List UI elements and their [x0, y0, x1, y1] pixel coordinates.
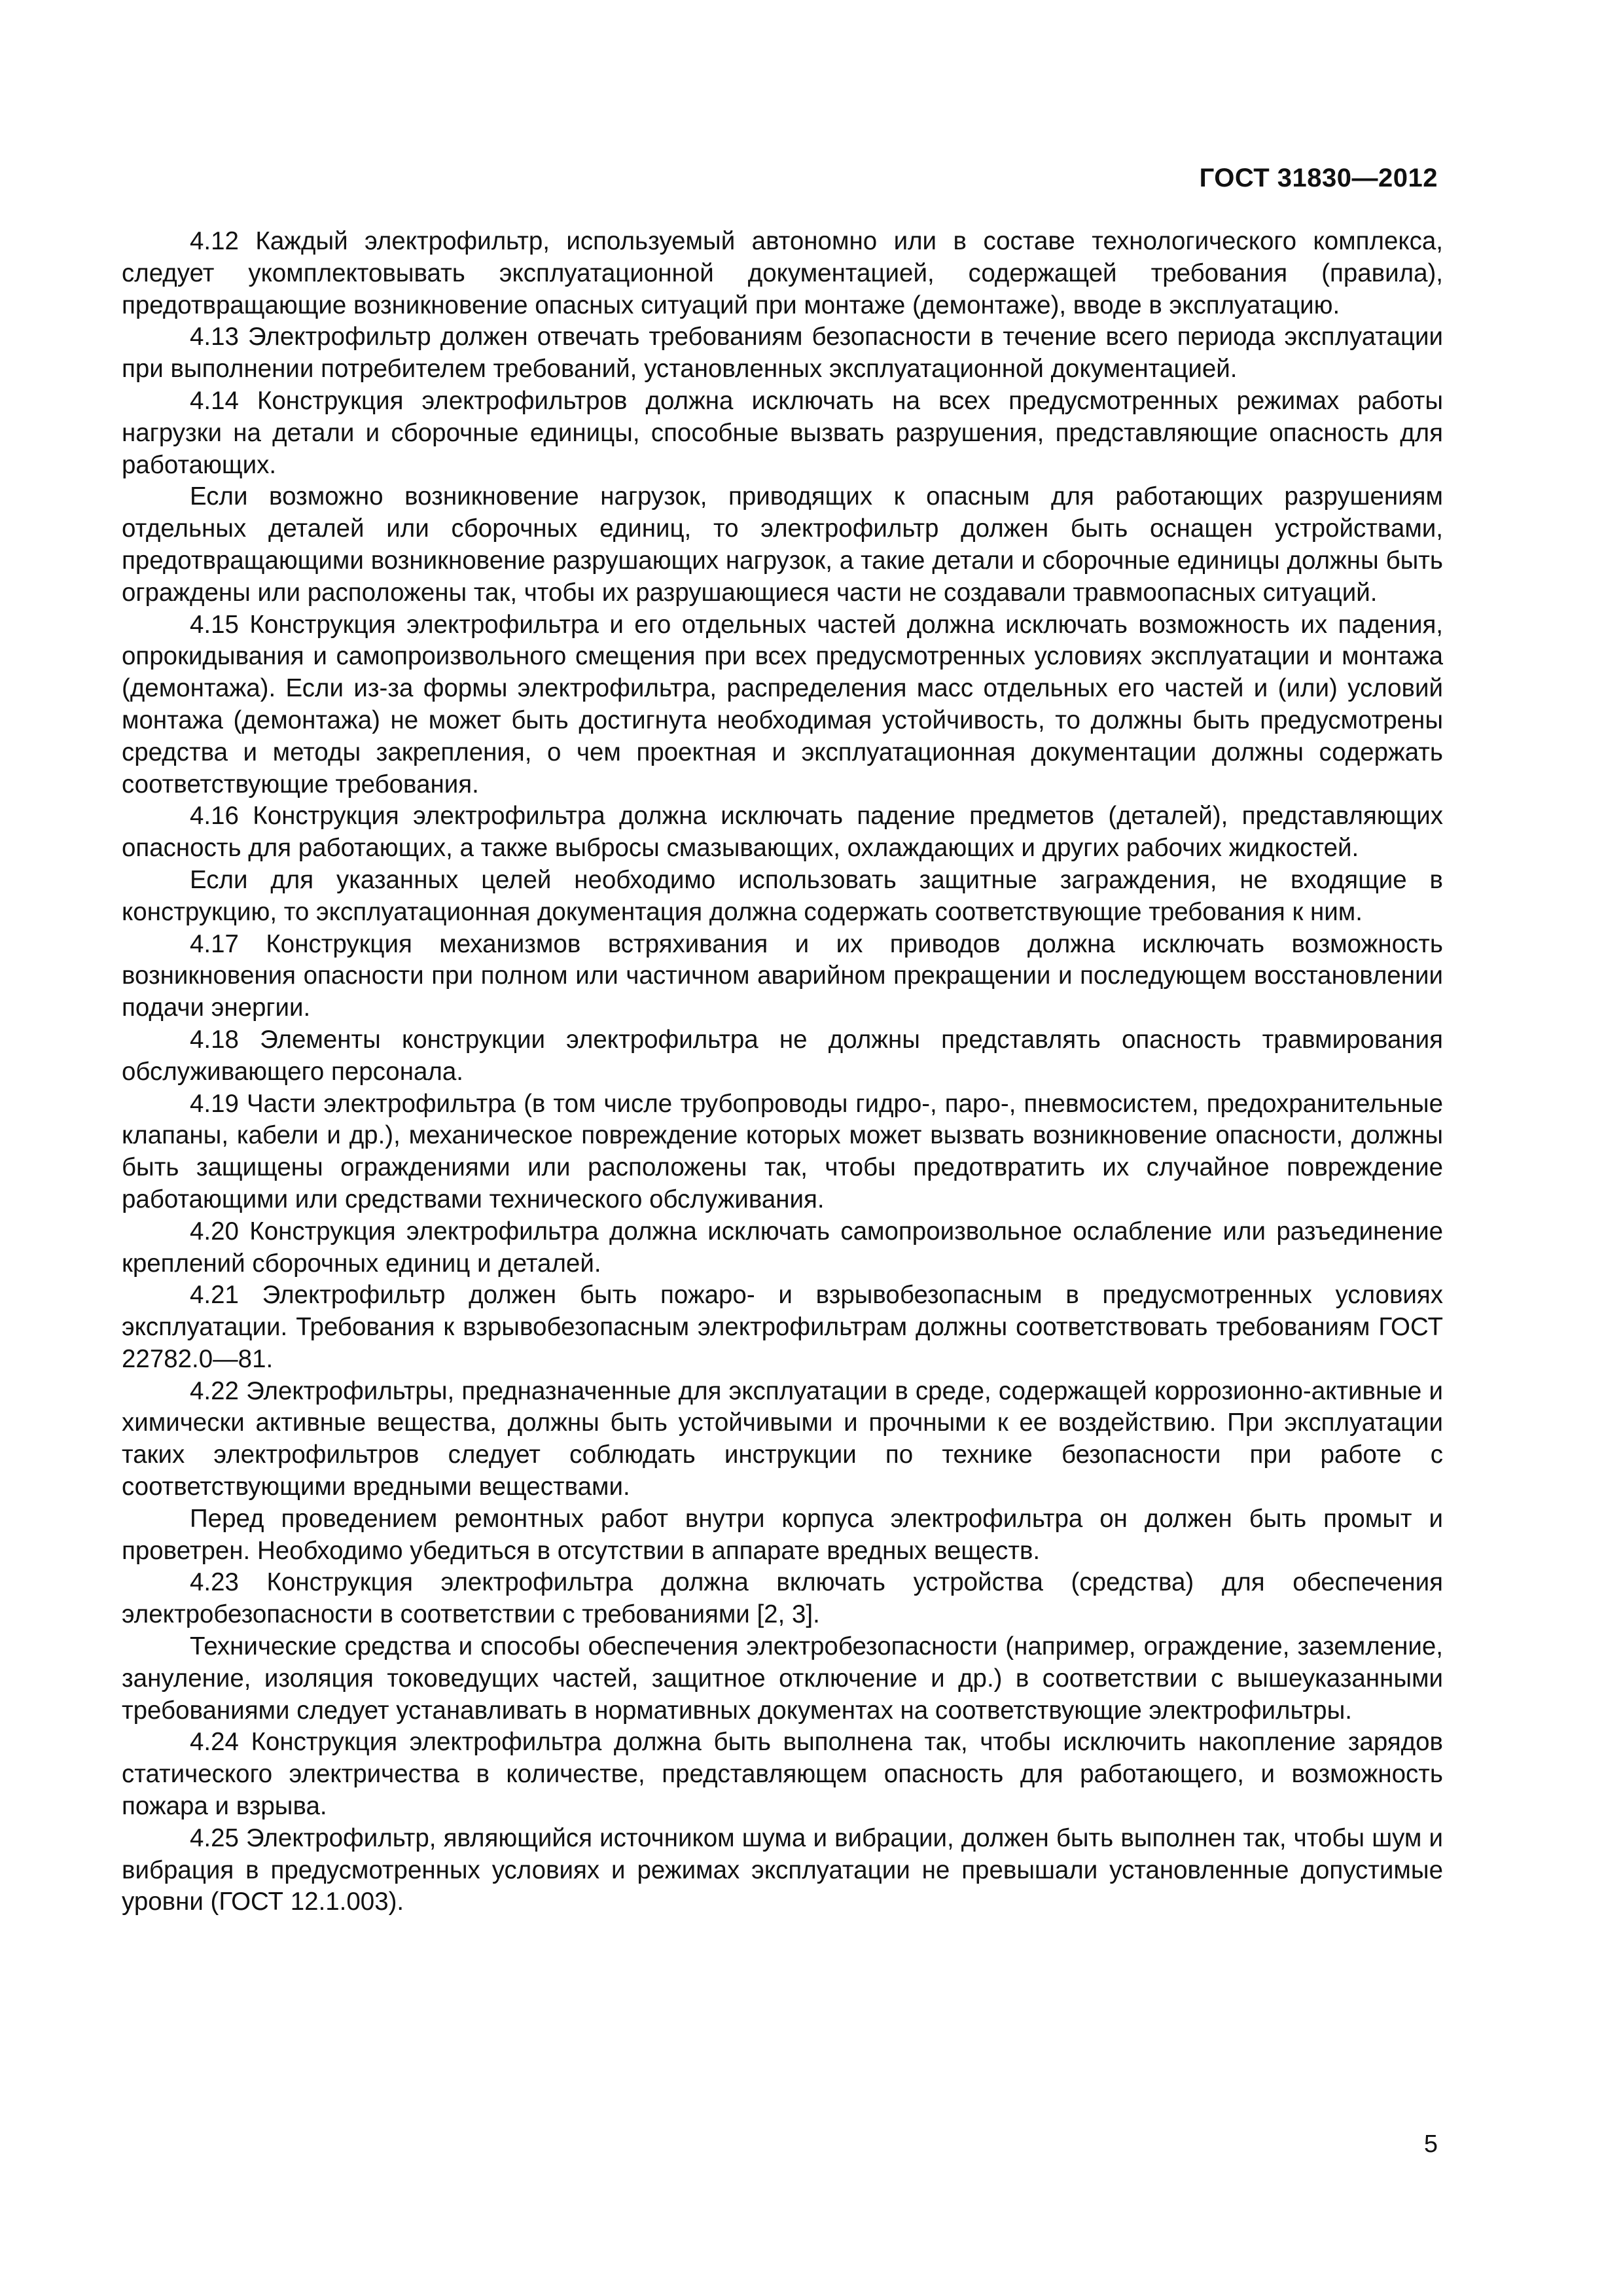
paragraph-4-16: 4.16 Конструкция электрофильтра должна исключать падение предметов (деталей), представляющих опасность для работающих, а также выбросы смазывающих, охлаждающих и других рабочих жидкостей. — [122, 802, 1443, 863]
paragraph-4-17: 4.17 Конструкция механизмов встряхивания и их приводов должна исключать возможность возникновения опасности при полном или частичном аварийном прекращении и последующем восстановлении подачи энергии. — [122, 929, 1443, 1022]
paragraph-4-15: 4.15 Конструкция электрофильтра и его отдельных частей должна исключать возможность их падения, опрокидывания и самопроизвольного смещения при всех предусмотренных условиях эксплуатации и монтажа (демонтажа). Если из-за формы электрофильтра, распределения масс отдельных его частей и (или) условий монтажа (демонтажа) не может быть достигнута необходимая устойчивость, то должны быть предусмотрены средства и методы закрепления, о чем проектная и эксплуатационная документации должны содержать соответствующие требования. — [122, 610, 1443, 798]
paragraph-4-24: 4.24 Конструкция электрофильтра должна быть выполнена так, чтобы исключить накопление зарядов статического электричества в количестве, представляющем опасность для работающего, и возможность пожара и взрыва. — [122, 1728, 1443, 1821]
paragraph-4-14: 4.14 Конструкция электрофильтров должна исключать на всех предусмотренных режимах работы нагрузки на детали и сборочные единицы, способные вызвать разрушения, представляющие опасность для работающих. — [122, 386, 1443, 479]
paragraph-4-22-note: Перед проведением ремонтных работ внутри корпуса электрофильтра он должен быть промыт и проветрен. Необходимо убедиться в отсутствии в аппарате вредных веществ. — [122, 1504, 1443, 1565]
paragraph-4-12: 4.12 Каждый электрофильтр, используемый автономно или в составе технологического комплекса, следует укомплектовывать эксплуатационной документацией, содержащей требования (правила), предотвращающие возникновение опасных ситуаций при монтаже (демонтаже), вводе в эксплуатацию. — [122, 227, 1443, 319]
paragraph-4-14-note: Если возможно возникновение нагрузок, приводящих к опасным для работающих разрушениям отдельных деталей или сборочных единиц, то электрофильтр должен быть оснащен устройствами, предотвращающими возникновение разрушающих нагрузок, а такие детали и сборочные единицы должны быть ограждены или расположены так, чтобы их разрушающиеся части не создавали травмоопасных ситуаций. — [122, 482, 1443, 607]
paragraph-4-20: 4.20 Конструкция электрофильтра должна исключать самопроизвольное ослабление или разъединение креплений сборочных единиц и деталей. — [122, 1217, 1443, 1278]
page-number: 5 — [1423, 2130, 1438, 2158]
paragraph-4-16-note: Если для указанных целей необходимо использовать защитные заграждения, не входящие в конструкцию, то эксплуатационная документация должна содержать соответствующие требования к ним. — [122, 865, 1443, 926]
paragraph-4-23: 4.23 Конструкция электрофильтра должна включать устройства (средства) для обеспечения электробезопасности в соответствии с требованиями [2, 3]. — [122, 1568, 1443, 1629]
paragraph-4-19: 4.19 Части электрофильтра (в том числе трубопроводы гидро-, паро-, пневмосистем, предохранительные клапаны, кабели и др.), механическое повреждение которых может вызвать возникновение опасности, должны быть защищены ограждениями или расположены так, чтобы предотвратить их случайное повреждение работающими или средствами технического обслуживания. — [122, 1089, 1443, 1213]
paragraph-4-21: 4.21 Электрофильтр должен быть пожаро- и взрывобезопасным в предусмотренных условиях эксплуатации. Требования к взрывобезопасным электрофильтрам должны соответствовать требованиям ГОСТ 22782.0—81. — [122, 1281, 1443, 1373]
document-body — [122, 226, 1443, 1918]
paragraph-4-25: 4.25 Электрофильтр, являющийся источником шума и вибрации, должен быть выполнен так, чтобы шум и вибрация в предусмотренных условиях и режимах эксплуатации не превышали установленные допустимые уровни (ГОСТ 12.1.003). — [122, 1823, 1443, 1916]
paragraph-4-22: 4.22 Электрофильтры, предназначенные для эксплуатации в среде, содержащей коррозионно-активные и химически активные вещества, должны быть устойчивыми и прочными к ее воздействию. При эксплуатации таких электрофильтров следует соблюдать инструкции по технике безопасности при работе с соответствующими вредными веществами. — [122, 1376, 1443, 1501]
paragraph-4-18: 4.18 Элементы конструкции электрофильтра не должны представлять опасность травмирования обслуживающего персонала. — [122, 1025, 1443, 1086]
paragraph-4-23-note: Технические средства и способы обеспечения электробезопасности (например, ограждение, заземление, зануление, изоляция токоведущих частей, защитное отключение и др.) в соответствии с вышеуказанными требованиями следует устанавливать в нормативных документах на соответствующие электрофильтры. — [122, 1632, 1443, 1725]
paragraph-4-13: 4.13 Электрофильтр должен отвечать требованиям безопасности в течение всего периода эксплуатации при выполнении потребителем требований, установленных эксплуатационной документацией. — [122, 323, 1443, 384]
document-header: ГОСТ 31830—2012 — [1199, 164, 1438, 192]
